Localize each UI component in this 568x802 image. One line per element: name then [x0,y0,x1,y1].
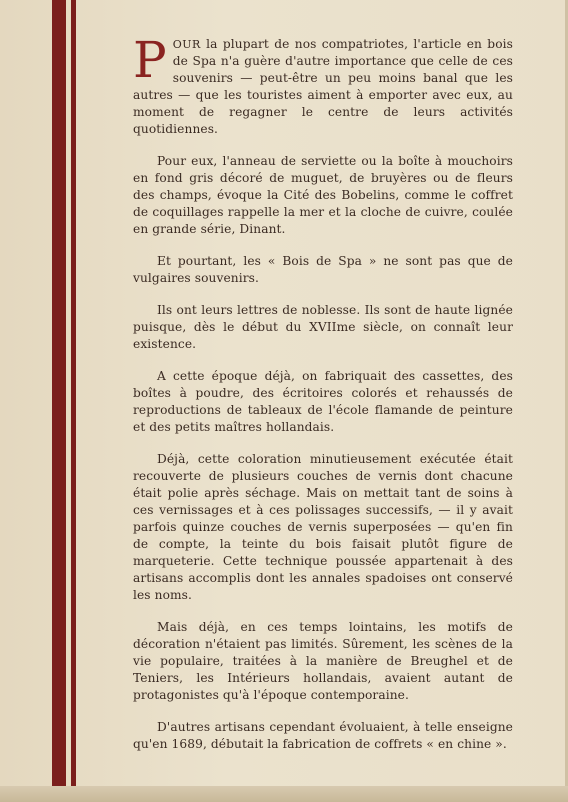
body-text [133,31,513,768]
paragraph-1-smallcaps: OUR [172,38,201,51]
paragraph-2: Pour eux, l'anneau de serviette ou la boîte à mouchoirs en fond gris décoré de muguet, de bruyères ou de fleurs des champs, évoque la Cité des Bobelins, comme le coffret de coquillages rappelle la mer et la cloche de cuivre, coulée en grande série, Dinant. [133,154,513,236]
paragraph-4: Ils ont leurs lettres de noblesse. Ils sont de haute lignée puisque, dès le début du XVIIme siècle, on connaît leur existence. [133,303,513,351]
paragraph-1 [133,31,513,138]
paragraph-3: Et pourtant, les « Bois de Spa » ne sont pas que de vulgaires souvenirs. [133,254,513,285]
decorative-stripe-thick [52,0,66,786]
paragraph-8: D'autres artisans cependant évoluaient, à telle enseigne qu'en 1689, débutait la fabrication de coffrets « en chine ». [133,720,513,751]
paragraph-7: Mais déjà, en ces temps lointains, les motifs de décoration n'étaient pas limités. Sûrement, les scènes de la vie populaire, traitées à la manière de Breughel et de Teniers, les Intérieurs hollandais, avaient autant de protagonistes qu'à l'époque contemporaine. [133,620,513,702]
decorative-stripe-thin [71,0,76,786]
paragraph-5: A cette époque déjà, on fabriquait des cassettes, des boîtes à poudre, des écritoires colorés et rehaussés de reproductions de tableaux de l'école flamande de peinture et des petits maîtres hollandais. [133,369,513,434]
paragraph-1-text: la plupart de nos compatriotes, l'article en bois de Spa n'a guère d'autre importance que celle de ces souvenirs — peut-être un peu moins banal que les autres — que les touristes aiment à emporter avec eux, au moment de regagner le centre de leurs activités quotidiennes. [133,37,513,136]
drop-cap: P [133,31,167,89]
paragraph-6: Déjà, cette coloration minutieusement exécutée était recouverte de plusieurs couches de vernis dont chacune était polie après séchage. Mais on mettait tant de soins à ces vernissages et à ces polissages successifs, — il y avait parfois quinze couches de vernis superposées — qu'en fin de compte, la teinte du bois faisait plutôt figure de marqueterie. Cette technique poussée appartenait à des artisans accomplis dont les annales spadoises ont conservé les noms. [133,452,513,602]
page-bottom-edge [0,786,568,802]
